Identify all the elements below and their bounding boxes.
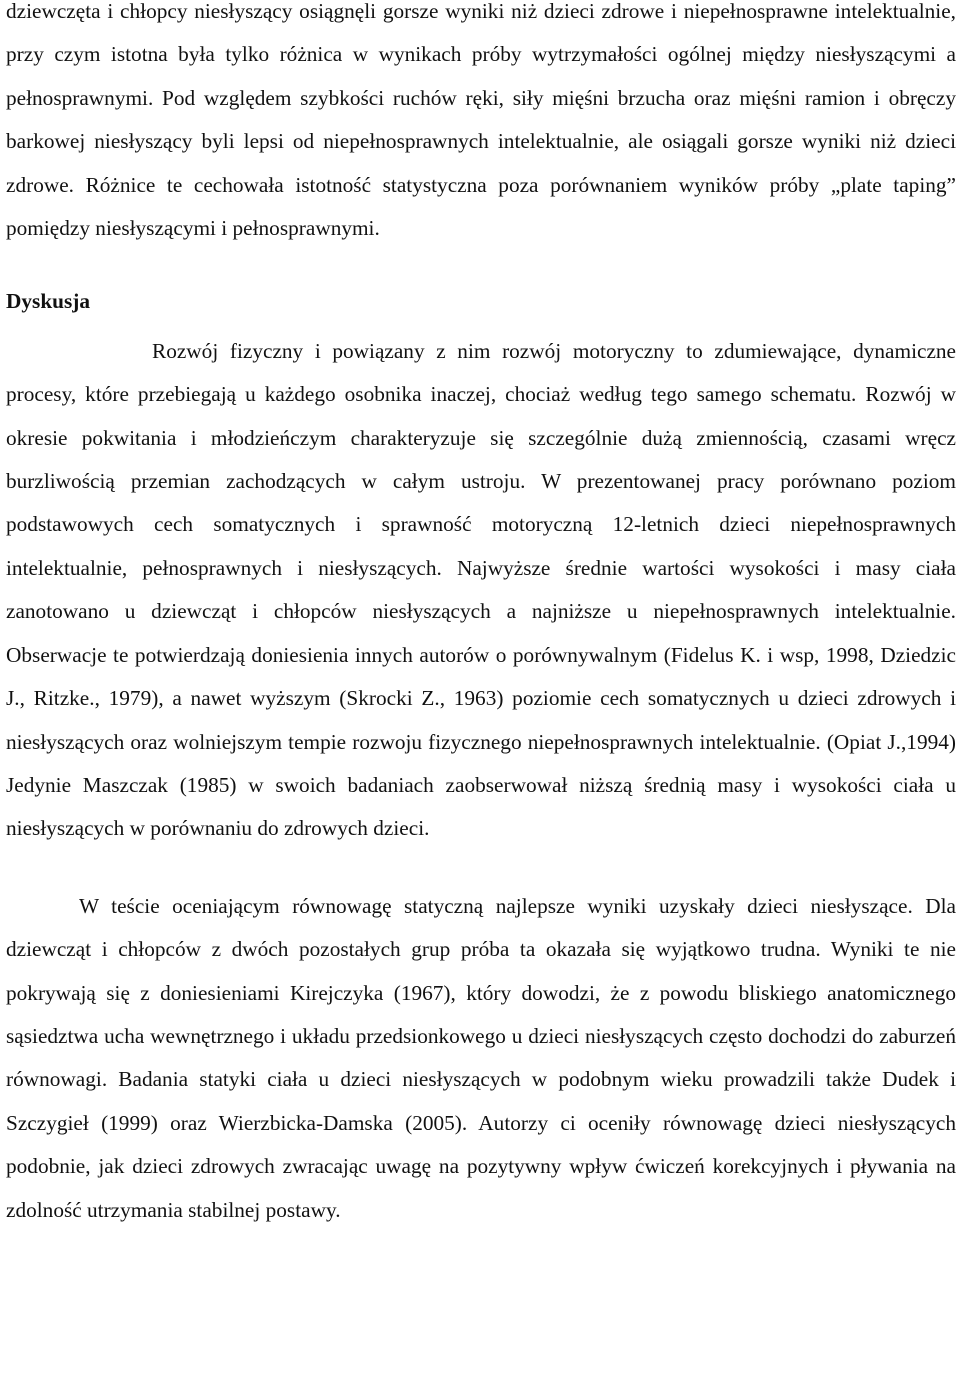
- intro-paragraph: dziewczęta i chłopcy niesłyszący osiągnęli gorsze wyniki niż dzieci zdrowe i niepełnosprawne intelektualnie, przy czym istotna była tylko różnica w wynikach próby wytrzymałości ogólnej między niesłyszącymi a pełnosprawnymi. Pod względem szybkości ruchów ręki, siły mięśni brzucha oraz mięśni ramion i obręczy barkowej niesłyszący byli lepsi od niepełnosprawnych intelektualnie, ale osiągali gorsze wyniki niż dzieci zdrowe. Różnice te cechowała istotność statystyczna poza porównaniem wyników próby „plate taping” pomiędzy niesłyszącymi i pełnosprawnymi.: [6, 0, 956, 241]
- document-page: [6, 0, 956, 1232]
- discussion-paragraph-1: Rozwój fizyczny i powiązany z nim rozwój motoryczny to zdumiewające, dynamiczne procesy, które przebiegają u każdego osobnika inaczej, chociaż według tego samego schematu. Rozwój w okresie pokwitania i młodzieńczym charakteryzuje się szczególnie dużą zmiennością, czasami wręcz burzliwością przemian zachodzących w całym ustroju. W prezentowanej pracy porównano poziom podstawowych cech somatycznych i sprawność motoryczną 12-letnich dzieci niepełnosprawnych intelektualnie, pełnosprawnych i niesłyszących. Najwyższe średnie wartości wysokości i masy ciała zanotowano u dziewcząt i chłopców niesłyszących a najniższe u niepełnosprawnych intelektualnie. Obserwacje te potwierdzają doniesienia innych autorów o porównywalnym (Fidelus K. i wsp, 1998, Dziedzic J., Ritzke., 1979), a nawet wyższym (Skrocki Z., 1963) poziomie cech somatycznych u dzieci zdrowych i niesłyszących oraz wolniejszym tempie rozwoju fizycznego niepełnosprawnych intelektualnie. (Opiat J.,1994) Jedynie Maszczak (1985) w swoich badaniach zaobserwował niższą średnią masy i wysokości ciała u niesłyszących w porównaniu do zdrowych dzieci.: [6, 338, 956, 841]
- discussion-paragraph-2: W teście oceniającym równowagę statyczną najlepsze wyniki uzyskały dzieci niesłyszące. Dla dziewcząt i chłopców z dwóch pozostałych grup próba ta okazała się wyjątkowo trudna. Wyniki te nie pokrywają się z doniesieniami Kirejczyka (1967), który dowodzi, że z powodu bliskiego anatomicznego sąsiedztwa ucha wewnętrznego i układu przedsionkowego u dzieci niesłyszących często dochodzi do zaburzeń równowagi. Badania statyki ciała u dzieci niesłyszących w podobnym wieku prowadzili także Dudek i Szczygieł (1999) oraz Wierzbicka-Damska (2005). Autorzy ci oceniły równowagę dzieci niesłyszących podobnie, jak dzieci zdrowych zwracając uwagę na pozytywny wpływ ćwiczeń korekcyjnych i pływania na zdolność utrzymania stabilnej postawy.: [6, 893, 956, 1222]
- section-heading-dyskusja: Dyskusja: [6, 289, 91, 314]
